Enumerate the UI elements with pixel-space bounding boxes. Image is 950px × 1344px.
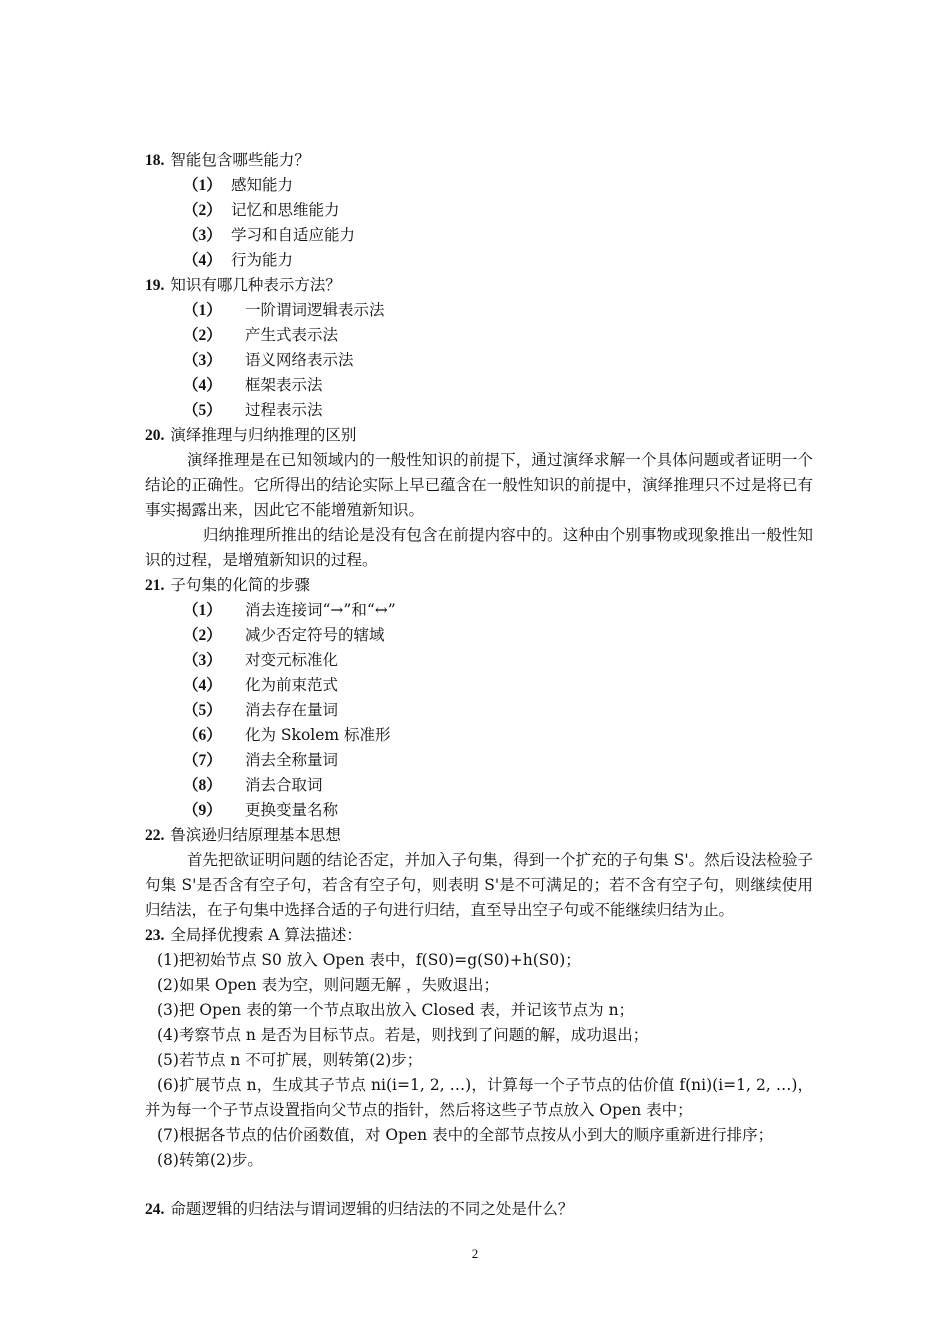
question-title: 演绎推理与归纳推理的区别 — [170, 426, 357, 444]
question-24-heading — [145, 1197, 573, 1222]
question-22-heading — [145, 823, 341, 848]
question-title: 智能包含哪些能力？ — [170, 151, 310, 169]
question-number: 22. — [145, 827, 165, 844]
paragraph-induction: 归纳推理所推出的结论是没有包含在前提内容中的。这种由个别事物或现象推出一般性知识的过程，是增殖新知识的过程。 — [145, 526, 813, 569]
question-20-heading — [145, 423, 356, 448]
question-title: 鲁滨逊归结原理基本思想 — [170, 826, 341, 844]
list-item: （2） 减少否定符号的辖域 — [183, 626, 385, 644]
question-21-heading — [145, 573, 310, 598]
question-number: 23. — [145, 927, 165, 944]
page-number: 2 — [471, 1246, 479, 1261]
paragraph-deduction: 演绎推理是在已知领域内的一般性知识的前提下，通过演绎求解一个具体问题或者证明一个结论的正确性。它所得出的结论实际上早已蕴含在一般性知识的前提中，演绎推理只不过是将已有事实揭露出来，因此它不能增殖新知识。 — [145, 451, 813, 519]
list-item: （9） 更换变量名称 — [183, 801, 339, 819]
question-number: 21. — [145, 577, 165, 594]
algorithm-step: (5)若节点 n 不可扩展，则转第(2)步； — [157, 1051, 423, 1069]
algorithm-step: (8)转第(2)步。 — [157, 1151, 263, 1169]
list-item: （4） 行为能力 — [183, 251, 294, 269]
question-number: 19. — [145, 277, 165, 294]
list-item: （5） 消去存在量词 — [183, 701, 339, 719]
list-item: （2） 产生式表示法 — [183, 326, 339, 344]
question-number: 20. — [145, 427, 165, 444]
question-number: 18. — [145, 152, 165, 169]
list-item: （4） 框架表示法 — [183, 376, 323, 394]
list-item: （8） 消去合取词 — [183, 776, 323, 794]
algorithm-step: (7)根据各节点的估价函数值，对 Open 表中的全部节点按从小到大的顺序重新进行排序； — [157, 1126, 774, 1144]
algorithm-step: (2)如果 Open 表为空，则问题无解 ，失败退出； — [157, 976, 500, 994]
paragraph-resolution: 首先把欲证明问题的结论否定，并加入子句集，得到一个扩充的子句集 S'。然后设法检验子句集 S'是否含有空子句，若含有空子句，则表明 S'是不可满足的；若不含有空子句，则继续使用归结法，在子句集中选择合适的子句进行归结，直至导出空子句或不能继续归结为止。 — [145, 851, 813, 919]
question-18-heading — [145, 148, 310, 173]
question-title: 命题逻辑的归结法与谓词逻辑的归结法的不同之处是什么？ — [170, 1200, 574, 1218]
question-title: 知识有哪几种表示方法？ — [170, 276, 341, 294]
list-item: （3） 语义网络表示法 — [183, 351, 354, 369]
list-item: （6） 化为 Skolem 标准形 — [183, 726, 391, 744]
question-23-heading — [145, 923, 362, 948]
list-item: （1） 一阶谓词逻辑表示法 — [183, 301, 385, 319]
list-item: （4） 化为前束范式 — [183, 676, 339, 694]
question-19-heading — [145, 273, 341, 298]
list-item: （3） 学习和自适应能力 — [183, 226, 356, 244]
list-item: （2） 记忆和思维能力 — [183, 201, 340, 219]
algorithm-step: (3)把 Open 表的第一个节点取出放入 Closed 表，并记该节点为 n； — [157, 1001, 635, 1019]
question-title: 全局择优搜索 A 算法描述： — [170, 926, 362, 944]
list-item: （1） 消去连接词“→”和“↔” — [183, 601, 396, 619]
question-title: 子句集的化简的步骤 — [170, 576, 310, 594]
list-item: （7） 消去全称量词 — [183, 751, 339, 769]
list-item: （3） 对变元标准化 — [183, 651, 339, 669]
algorithm-step: (6)扩展节点 n，生成其子节点 ni(i=1, 2, …)，计算每一个子节点的估价值 f(ni)(i=1, 2, …)，并为每一个子节点设置指向父节点的指针，然后将这些子节点放入 Open 表中； — [145, 1076, 813, 1119]
algorithm-step: (1)把初始节点 S0 放入 Open 表中，f(S0)=g(S0)+h(S0)； — [157, 951, 581, 969]
list-item: （5） 过程表示法 — [183, 401, 323, 419]
question-number: 24. — [145, 1201, 165, 1218]
algorithm-step: (4)考察节点 n 是否为目标节点。若是，则找到了问题的解，成功退出； — [157, 1026, 649, 1044]
list-item: （1） 感知能力 — [183, 176, 294, 194]
